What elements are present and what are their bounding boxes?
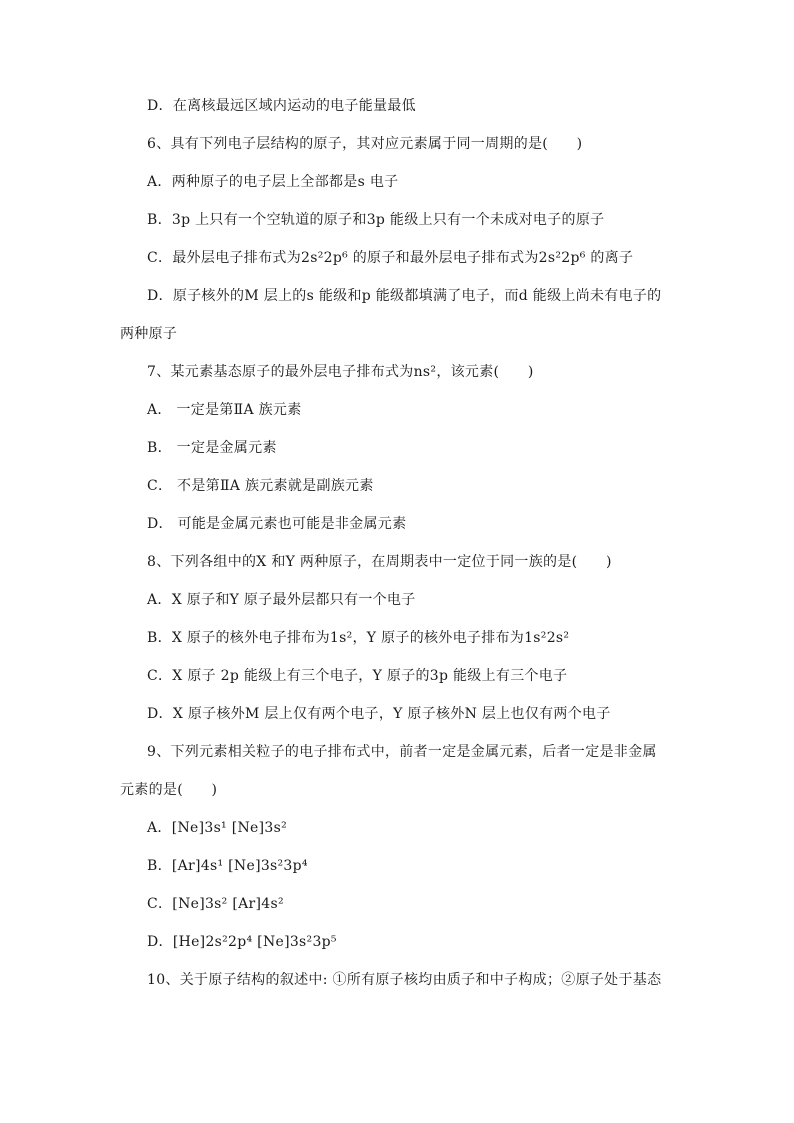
q9-option-b: B．[Ar]4s¹ [Ne]3s²3p⁴ bbox=[147, 858, 308, 874]
q9-option-c: C．[Ne]3s² [Ar]4s² bbox=[147, 896, 284, 912]
q9-stem-continued: 元素的是( ) bbox=[120, 782, 218, 798]
q7-stem: 7、某元素基态原子的最外层电子排布式为ns²，该元素( ) bbox=[147, 364, 534, 380]
q7-option-b: B． 一定是金属元素 bbox=[147, 440, 277, 456]
q6-option-a: A．两种原子的电子层上全部都是s 电子 bbox=[147, 174, 399, 190]
q5-option-d: D．在离核最远区域内运动的电子能量最低 bbox=[147, 98, 416, 114]
q8-option-d: D．X 原子核外M 层上仅有两个电子，Y 原子核外N 层上也仅有两个电子 bbox=[147, 706, 611, 722]
q9-stem: 9、下列元素相关粒子的电子排布式中，前者一定是金属元素，后者一定是非金属 bbox=[147, 744, 657, 760]
q7-option-d: D． 可能是金属元素也可能是非金属元素 bbox=[147, 516, 407, 532]
q8-option-c: C．X 原子 2p 能级上有三个电子，Y 原子的3p 能级上有三个电子 bbox=[147, 668, 568, 684]
q6-stem: 6、具有下列电子层结构的原子，其对应元素属于同一周期的是( ) bbox=[147, 136, 583, 152]
q9-option-d: D．[He]2s²2p⁴ [Ne]3s²3p⁵ bbox=[147, 934, 337, 950]
q6-option-b: B．3p 上只有一个空轨道的原子和3p 能级上只有一个未成对电子的原子 bbox=[147, 212, 605, 228]
q7-option-a: A． 一定是第ⅡA 族元素 bbox=[147, 402, 302, 418]
q8-option-b: B．X 原子的核外电子排布为1s²，Y 原子的核外电子排布为1s²2s² bbox=[147, 630, 570, 646]
q10-stem: 10、关于原子结构的叙述中: ①所有原子核均由质子和中子构成；②原子处于基态 bbox=[147, 972, 662, 988]
q6-option-d-continued: 两种原子 bbox=[120, 326, 178, 342]
q6-option-c: C．最外层电子排布式为2s²2p⁶ 的原子和最外层电子排布式为2s²2p⁶ 的离子 bbox=[147, 250, 634, 266]
q7-option-c: C． 不是第ⅡA 族元素就是副族元素 bbox=[147, 478, 374, 494]
q8-option-a: A．X 原子和Y 原子最外层都只有一个电子 bbox=[147, 592, 416, 608]
q8-stem: 8、下列各组中的X 和Y 两种原子，在周期表中一定位于同一族的是( ) bbox=[147, 554, 612, 570]
q9-option-a: A．[Ne]3s¹ [Ne]3s² bbox=[147, 820, 287, 836]
q6-option-d: D．原子核外的M 层上的s 能级和p 能级都填满了电子，而d 能级上尚未有电子的 bbox=[147, 288, 662, 304]
